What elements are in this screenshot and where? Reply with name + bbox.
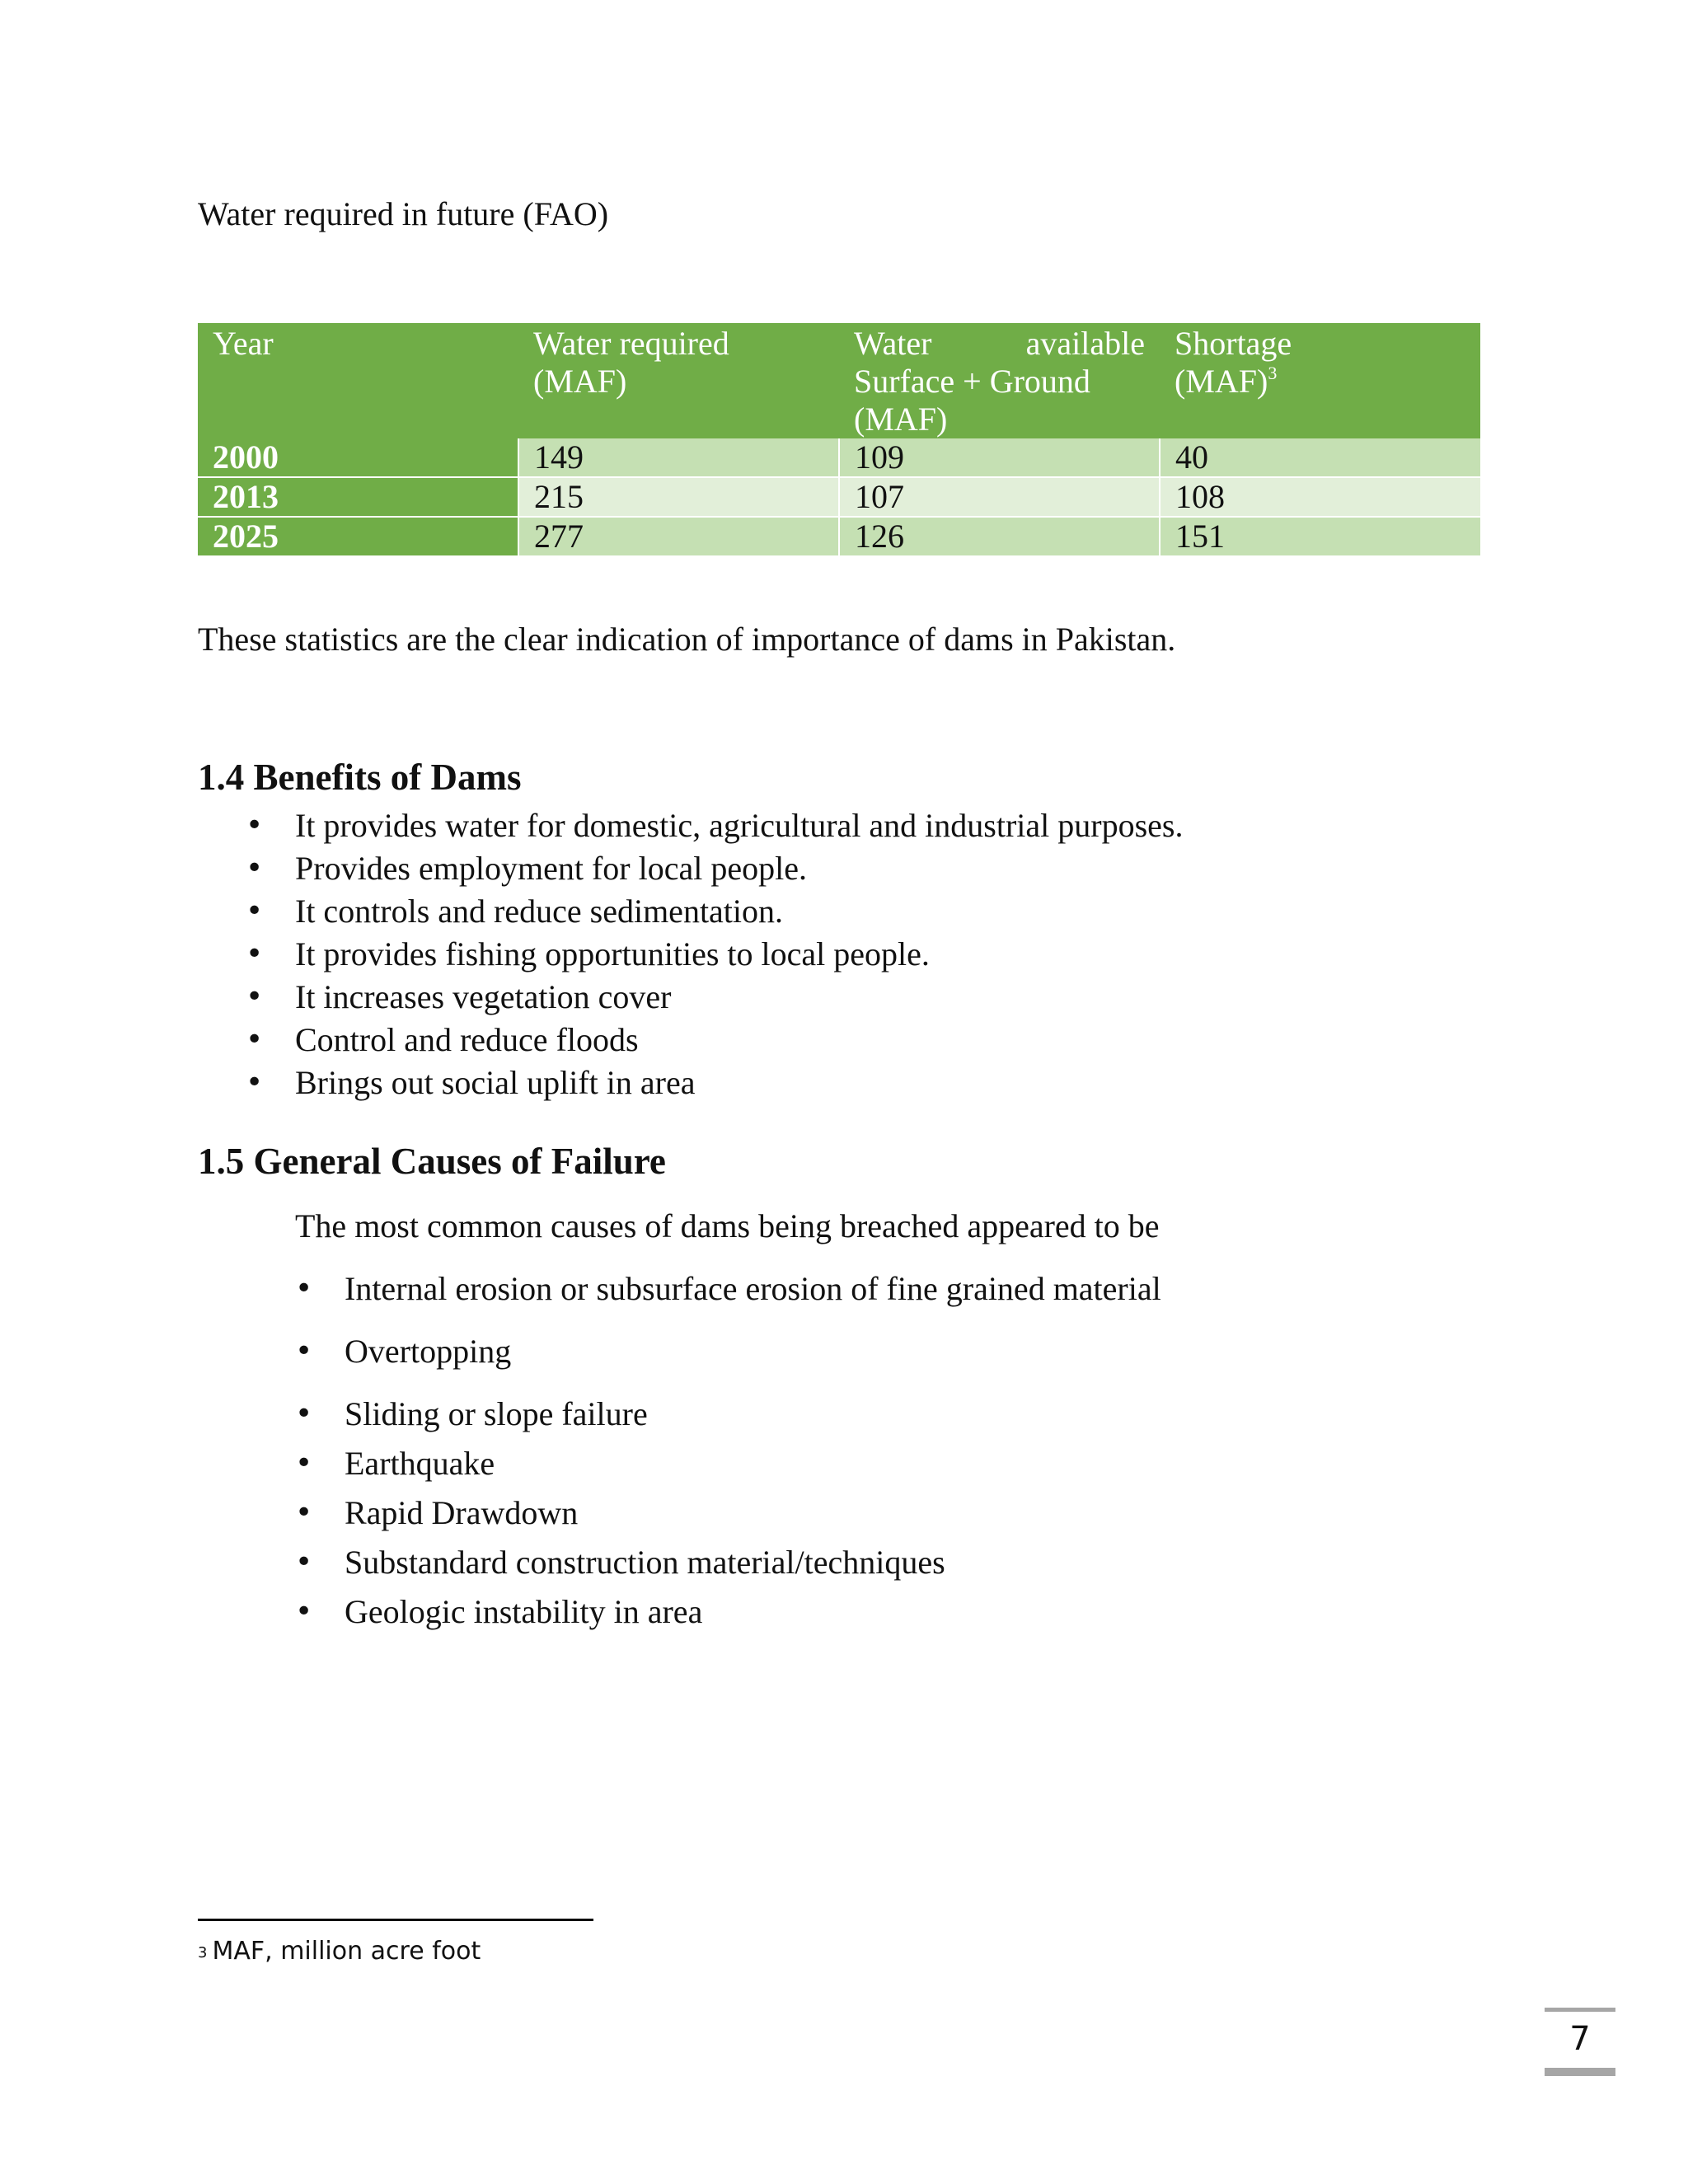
list-item: • It increases vegetation cover [246, 976, 1183, 1019]
benefits-list [246, 804, 1183, 1104]
causes-list [295, 1269, 1161, 1642]
header-water-required [518, 323, 839, 438]
list-item: • Brings out social uplift in area [246, 1062, 1183, 1104]
cell-shortage: 151 [1160, 517, 1480, 556]
list-item: • Provides employment for local people. [246, 847, 1183, 890]
header-water-available [839, 323, 1160, 438]
list-item: • Sliding or slope failure [295, 1394, 1161, 1444]
header-year [198, 323, 518, 438]
footnote [198, 1935, 481, 1968]
header-line: Water required [533, 325, 729, 362]
cell-required: 149 [518, 438, 839, 477]
cell-available: 126 [839, 517, 1160, 556]
table-row [198, 477, 1480, 517]
footnote-separator [198, 1919, 593, 1921]
cell-required: 215 [518, 477, 839, 517]
cell-shortage: 40 [1160, 438, 1480, 477]
header-line [854, 325, 1145, 363]
list-item: • Overtopping [295, 1332, 1161, 1394]
header-word: available [1025, 325, 1145, 362]
footnote-ref: 3 [1268, 363, 1278, 383]
header-line: Shortage [1175, 325, 1292, 362]
page-number: 7 [1545, 2008, 1615, 2076]
cell-required: 277 [518, 517, 839, 556]
footnote-marker: 3 [198, 1944, 208, 1961]
header-unit: (MAF) [1175, 363, 1268, 400]
cell-year: 2025 [198, 517, 518, 556]
list-item: • It provides fishing opportunities to local people. [246, 933, 1183, 976]
list-item: • Internal erosion or subsurface erosion of fine grained material [295, 1269, 1161, 1332]
header-year-label: Year [213, 325, 274, 362]
cell-available: 107 [839, 477, 1160, 517]
table-row [198, 517, 1480, 556]
header-line: (MAF) [854, 401, 948, 438]
header-line: (MAF) [533, 363, 627, 400]
list-item: • It provides water for domestic, agricultural and industrial purposes. [246, 804, 1183, 847]
heading-benefits: 1.4 Benefits of Dams [198, 757, 522, 798]
header-shortage [1160, 323, 1480, 438]
footnote-text: MAF, million acre foot [212, 1937, 481, 1966]
heading-causes: 1.5 General Causes of Failure [198, 1141, 666, 1182]
causes-intro: The most common causes of dams being breached appeared to be [295, 1207, 1160, 1244]
header-line [1175, 363, 1465, 401]
cell-shortage: 108 [1160, 477, 1480, 517]
list-item: • Control and reduce floods [246, 1019, 1183, 1062]
table-row [198, 438, 1480, 477]
list-item: • It controls and reduce sedimentation. [246, 890, 1183, 933]
list-item: • Rapid Drawdown [295, 1493, 1161, 1543]
header-word: Water [854, 325, 932, 362]
statistics-paragraph: These statistics are the clear indication of importance of dams in Pakistan. [198, 621, 1176, 658]
list-item: • Geologic instability in area [295, 1592, 1161, 1642]
header-line: Surface + Ground [854, 363, 1090, 400]
cell-year: 2013 [198, 477, 518, 517]
cell-year: 2000 [198, 438, 518, 477]
table-header-row [198, 323, 1480, 438]
list-item: • Earthquake [295, 1444, 1161, 1493]
water-table [198, 323, 1480, 557]
table-caption: Water required in future (FAO) [198, 195, 609, 232]
cell-available: 109 [839, 438, 1160, 477]
list-item: • Substandard construction material/techniques [295, 1543, 1161, 1592]
